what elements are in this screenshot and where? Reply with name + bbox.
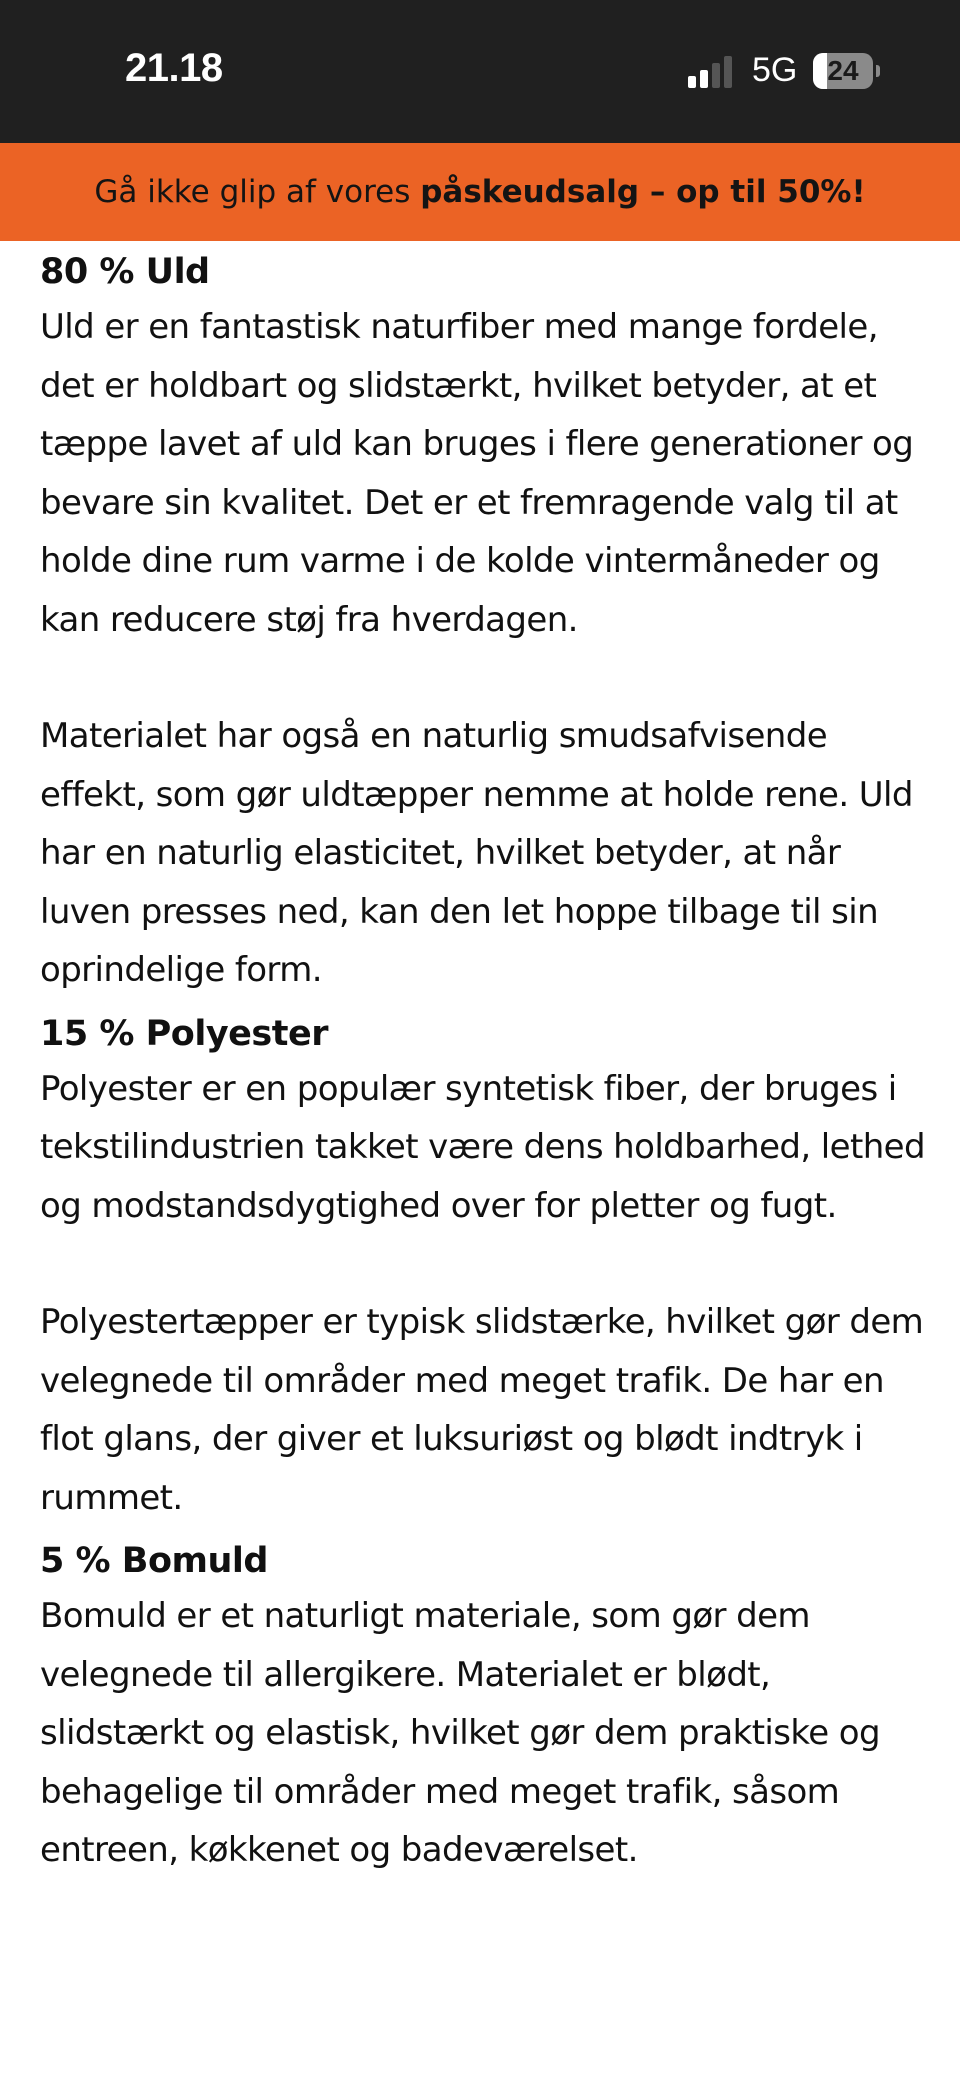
section-cotton <box>40 1535 930 1880</box>
cellular-signal-icon <box>688 56 736 88</box>
status-bar <box>0 0 960 143</box>
section-heading: 15 % Polyester <box>40 1013 328 1054</box>
section-heading: 5 % Bomuld <box>40 1541 268 1581</box>
section-paragraph: Polyestertæpper er typisk slidstærke, hvilket gør dem velegnede til områder med meget trafik. De har en flot glans, der giver et luksuriøst og blødt indtryk i rummet. <box>40 1302 924 1518</box>
section-polyester <box>40 1008 930 1528</box>
section-heading: 80 % Uld <box>40 252 210 292</box>
section-paragraph: Bomuld er et naturligt materiale, som gør dem velegnede til allergikere. Materialet er blødt, slidstærkt og elastisk, hvilket gør dem praktiske og behagelige til områder med meget trafik, såsom entreen, køkkenet og badeværelset. <box>40 1596 880 1870</box>
section-paragraph: Materialet har også en naturlig smudsafvisende effekt, som gør uldtæpper nemme at holde rene. Uld har en naturlig elasticitet, hvilket betyder, at når luven presses ned, kan den let hoppe tilbage til sin oprindelige form. <box>40 716 913 990</box>
section-wool <box>40 246 930 1000</box>
promo-banner[interactable] <box>0 143 960 241</box>
promo-highlight: påskeudsalg – op til 50%! <box>420 174 866 210</box>
section-paragraph: Polyester er en populær syntetisk fiber, der bruges i tekstilindustrien takket være dens holdbarhed, lethed og modstandsdygtighed over for pletter og fugt. <box>40 1068 925 1226</box>
battery-level: 24 <box>827 55 859 86</box>
section-paragraph: Uld er en fantastisk naturfiber med mange fordele, det er holdbart og slidstærkt, hvilket betyder, at et tæppe lavet af uld kan bruges i flere generationer og bevare sin kvalitet. Det er et fremragende valg til at holde dine rum varme i de kolde vintermåneder og kan reducere støj fra hverdagen. <box>40 307 914 640</box>
clock: 21.18 <box>125 46 223 90</box>
material-description <box>40 246 930 1880</box>
network-type: 5G <box>752 51 798 89</box>
battery-tip <box>876 65 880 77</box>
battery-icon <box>813 53 873 89</box>
promo-text: Gå ikke glip af vores <box>94 174 421 210</box>
